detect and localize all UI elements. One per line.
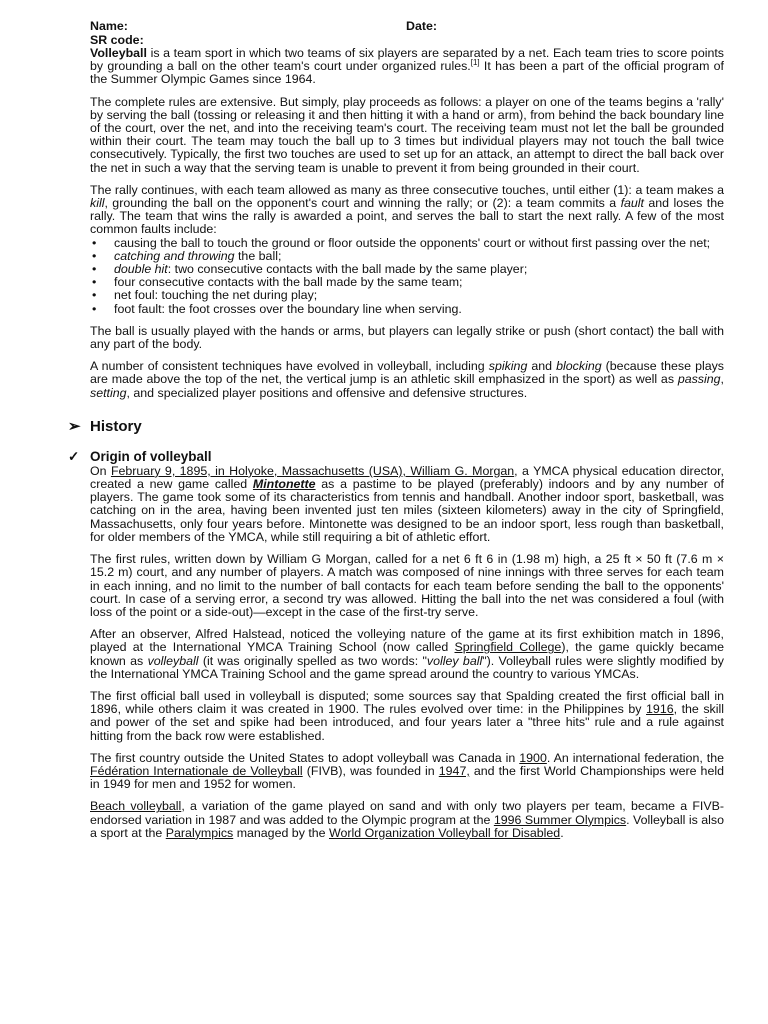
origin-heading: ✓ Origin of volleyball — [68, 448, 212, 464]
summer-olympics-link[interactable]: 1996 Summer Olympics — [493, 812, 627, 827]
history-heading: ➢ History — [68, 417, 142, 435]
origin-paragraph: On February 9, 1895, in Holyoke, Massachusetts (USA), William G. Morgan, a YMCA physical education director, created a new game called Mintonette as a pastime to be played (preferably) indoors and by any number of players. The game took some of its characteristics from tennis and handball. Another indoor sport, basketball, was catching on in the area, having been invented just ten miles (sixteen kilometers) away in the city of Springfield, Massachusetts, only four years before. Mintonette was designed to be an indoor sport, less rough than basketball, for older members of the YMCA, while still requiring a bit of athletic effort. — [90, 463, 724, 544]
paralympics-link[interactable]: Paralympics — [165, 825, 234, 840]
hands-paragraph: The ball is usually played with the hands or arms, but players can legally strike or push (short contact) the ball with any part of the body. — [90, 323, 724, 352]
mintonette-link[interactable]: Mintonette — [252, 477, 316, 492]
first-rules-paragraph: The first rules, written down by William G Morgan, called for a net 6 ft 6 in (1.98 m) high, a 25 ft × 50 ft (7.6 m × 15.2 m) court, and any number of players. A match was composed of nine innings with three serves for each team in each inning, and no limit to the number of ball contacts for each team before sending the ball to the opponents' court. In case of a serving error, a second try was allowed. Hitting the ball into the net was considered a foul (with loss of the point or a side-out)—except in the case of the first-try serve. — [90, 552, 724, 619]
bullet-icon: • — [92, 235, 97, 250]
list-item: • four consecutive contacts with the ball made by the same team; — [92, 275, 463, 290]
document-page — [68, 19, 725, 840]
first-country-paragraph: The first country outside the United States to adopt volleyball was Canada in 1900. An international federation, the Fédération Internationale de Volleyball (FIVB), was founded in 1947, and the first World Championships were held in 1949 for men and 1952 for women. — [90, 750, 724, 792]
rally-paragraph: The rally continues, with each team allowed as many as three consecutive touches, until either (1): a team makes a kill, grounding the ball on the opponent's court and winning the rally; or (2): a team commits a fault and loses the rally. The team that wins the rally is awarded a point, and serves the ball to start the next rally. A few of the most common faults include: — [90, 182, 724, 237]
year-1916-link[interactable]: 1916 — [646, 702, 674, 717]
halstead-paragraph: After an observer, Alfred Halstead, noticed the volleying nature of the game at its first exhibition match in 1896, played at the International YMCA Training School (now called Springfield College), the game quickly became known as volleyball (it was originally spelled as two words: "volley ball"). Volleyball rules were slightly modified by the International YMCA Training School and the game spread around the country to various YMCAs. — [90, 627, 725, 681]
list-item: • foot fault: the foot crosses over the boundary line when serving. — [92, 301, 462, 316]
wovd-link[interactable]: World Organization Volleyball for Disabled — [329, 825, 561, 840]
beach-volleyball-paragraph: Beach volleyball, a variation of the game played on sand and with only two players per team, became a FIVB-endorsed variation in 1987 and was added to the Olympic program at the 1996 Summer Olympics. Volleyball is also a sport at the Paralympics managed by the World Organization Volleyball for Disabled. — [90, 799, 724, 840]
rules-paragraph: The complete rules are extensive. But simply, play proceeds as follows: a player on one of the teams begins a 'rally' by serving the ball (tossing or releasing it and then hitting it with a hand or arm), from behind the back boundary line of the court, over the net, and into the receiving team's court. The receiving team must not let the ball be grounded within their court. The team may touch the ball up to 3 times but individual players may not touch the ball twice consecutively. Typically, the first two touches are used to set up for an attack, an attempt to direct the ball back over the net in such a way that the serving team is unable to prevent it from being grounded in their court. — [90, 94, 724, 175]
date-label: Date: — [406, 19, 437, 33]
beach-volleyball-link[interactable]: Beach volleyball — [90, 799, 182, 814]
intro-paragraph: Volleyball is a team sport in which two teams of six players are separated by a net. Each team tries to score points by grounding a ball on the other team's court under organized rules.[1] It has been a part of the official program of the Summer Olympic Games since 1964. — [90, 46, 724, 87]
list-item: • double hit: two consecutive contacts with the ball made by the same player; — [92, 262, 528, 277]
name-date-line — [90, 19, 724, 33]
faults-list — [90, 237, 724, 316]
list-item: • causing the ball to touch the ground or floor outside the opponents' court or without first passing over the net; — [92, 235, 711, 250]
bullet-icon: • — [92, 262, 97, 277]
intro-bold-term: Volleyball — [90, 46, 147, 60]
arrow-bullet-icon: ➢ — [68, 417, 81, 435]
bullet-icon: • — [92, 301, 97, 316]
bullet-icon: • — [92, 288, 97, 303]
bullet-icon: • — [92, 275, 97, 290]
fivb-link[interactable]: Fédération Internationale de Volleyball — [90, 763, 303, 778]
list-item: • catching and throwing the ball; — [92, 248, 282, 263]
springfield-college-link[interactable]: Springfield College — [454, 640, 562, 655]
year-1900-link[interactable]: 1900 — [519, 750, 547, 765]
bullet-icon: • — [92, 248, 97, 263]
name-label: Name: — [90, 19, 128, 33]
first-ball-paragraph: The first official ball used in volleyball is disputed; some sources say that Spalding created the first official ball in 1896, while others claim it was created in 1900. The rules evolved over time: in the Philippines by 1916, the skill and power of the set and spike had been introduced, and four years later a "three hits" rule and a rule against hitting from the back row were established. — [90, 688, 725, 743]
techniques-paragraph: A number of consistent techniques have evolved in volleyball, including spiking and blocking (because these plays are made above the top of the net, the vertical jump is an athletic skill emphasized in the sport) as well as passing, setting, and specialized player positions and offensive and defensive structures. — [90, 359, 724, 400]
sr-code-line — [90, 33, 724, 47]
list-item: • net foul: touching the net during play; — [92, 288, 318, 303]
checkmark-icon: ✓ — [68, 448, 80, 464]
morgan-link[interactable]: February 9, 1895, in Holyoke, Massachusetts (USA), William G. Morgan — [110, 463, 515, 478]
citation-link[interactable]: [1] — [470, 58, 480, 68]
sr-code-label: SR code: — [90, 33, 144, 47]
year-1947-link[interactable]: 1947, — [438, 763, 470, 778]
